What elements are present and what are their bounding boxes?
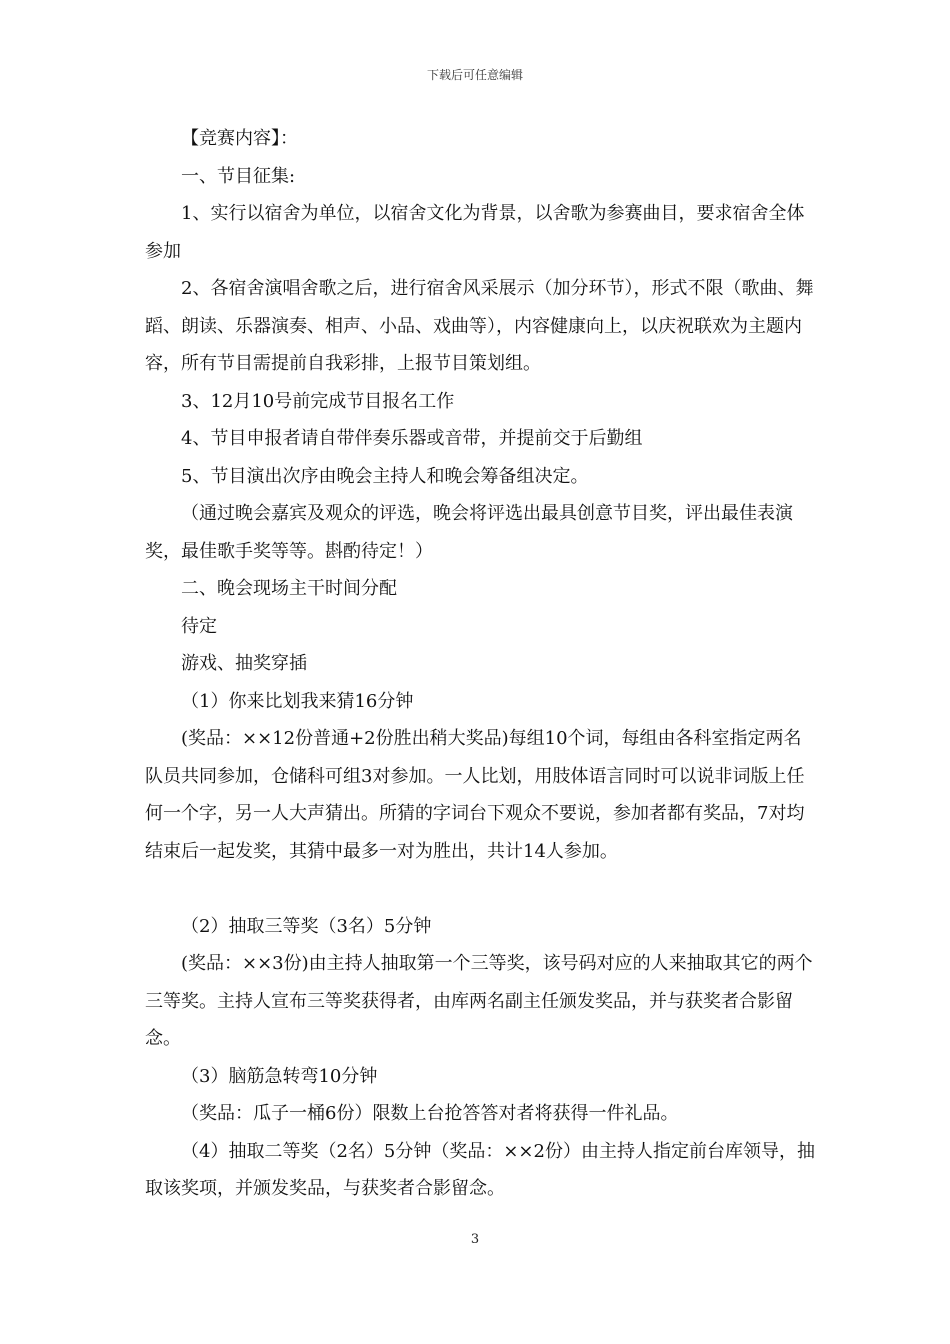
game-3-title: （3）脑筋急转弯10分钟 <box>181 1065 378 1087</box>
list-item-3: 3、12月10号前完成节目报名工作 <box>181 390 455 412</box>
pending-text: 待定 <box>181 615 217 637</box>
game-2-description: (奖品：××3份)由主持人抽取第一个三等奖，该号码对应的人来抽取其它的两个三等奖。主持人宣布三等奖获得者，由库两名副主任颁发奖品，并与获奖者合影留念。 <box>145 953 813 1049</box>
game-1-title: （1）你来比划我来猜16分钟 <box>181 690 414 712</box>
game-4-description: （4）抽取二等奖（2名）5分钟（奖品：××2份）由主持人指定前台库领导，抽取该奖项，并颁发奖品，与获奖者合影留念。 <box>145 1140 815 1199</box>
game-3-description: （奖品：瓜子一桶6份）限数上台抢答答对者将获得一件礼品。 <box>181 1103 679 1124</box>
list-item-4: 4、节目申报者请自带伴奏乐器或音带，并提前交于后勤组 <box>181 428 643 449</box>
blank-line <box>145 870 817 908</box>
section-heading-competition: 【竞赛内容】： <box>181 128 298 149</box>
list-item-1: 1、实行以宿舍为单位，以宿舍文化为背景，以舍歌为参赛曲目，要求宿舍全体参加 <box>145 203 805 262</box>
page-header-note: 下载后可任意编辑 <box>426 68 523 82</box>
list-item-5: 5、节目演出次序由晚会主持人和晚会筹备组决定。 <box>181 465 589 487</box>
section-heading-program-collection: 一、节目征集: <box>181 165 296 187</box>
game-2-title: （2）抽取三等奖（3名）5分钟 <box>181 915 432 937</box>
games-lottery-heading: 游戏、抽奖穿插 <box>181 653 307 674</box>
awards-note: （通过晚会嘉宾及观众的评选，晚会将评选出最具创意节目奖，评出最佳表演奖，最佳歌手奖等等。斟酌待定！） <box>145 503 793 562</box>
section-heading-time-allocation: 二、晚会现场主干时间分配 <box>181 578 397 599</box>
list-item-2: 2、各宿舍演唱舍歌之后，进行宿舍风采展示（加分环节），形式不限（歌曲、舞蹈、朗读、乐器演奏、相声、小品、戏曲等），内容健康向上，以庆祝联欢为主题内容，所有节目需提前自我彩排，上报节目策划组。 <box>145 278 814 374</box>
page-number: 3 <box>470 1232 480 1247</box>
document-body <box>145 120 817 1208</box>
game-1-description: (奖品：××12份普通+2份胜出稍大奖品)每组10个词，每组由各科室指定两名队员共同参加，仓储科可组3对参加。一人比划，用肢体语言同时可以说非词版上任何一个字，另一人大声猜出。所猜的字词台下观众不要说，参加者都有奖品，7对均结束后一起发奖，其猜中最多一对为胜出，共计14人参加。 <box>145 728 805 862</box>
